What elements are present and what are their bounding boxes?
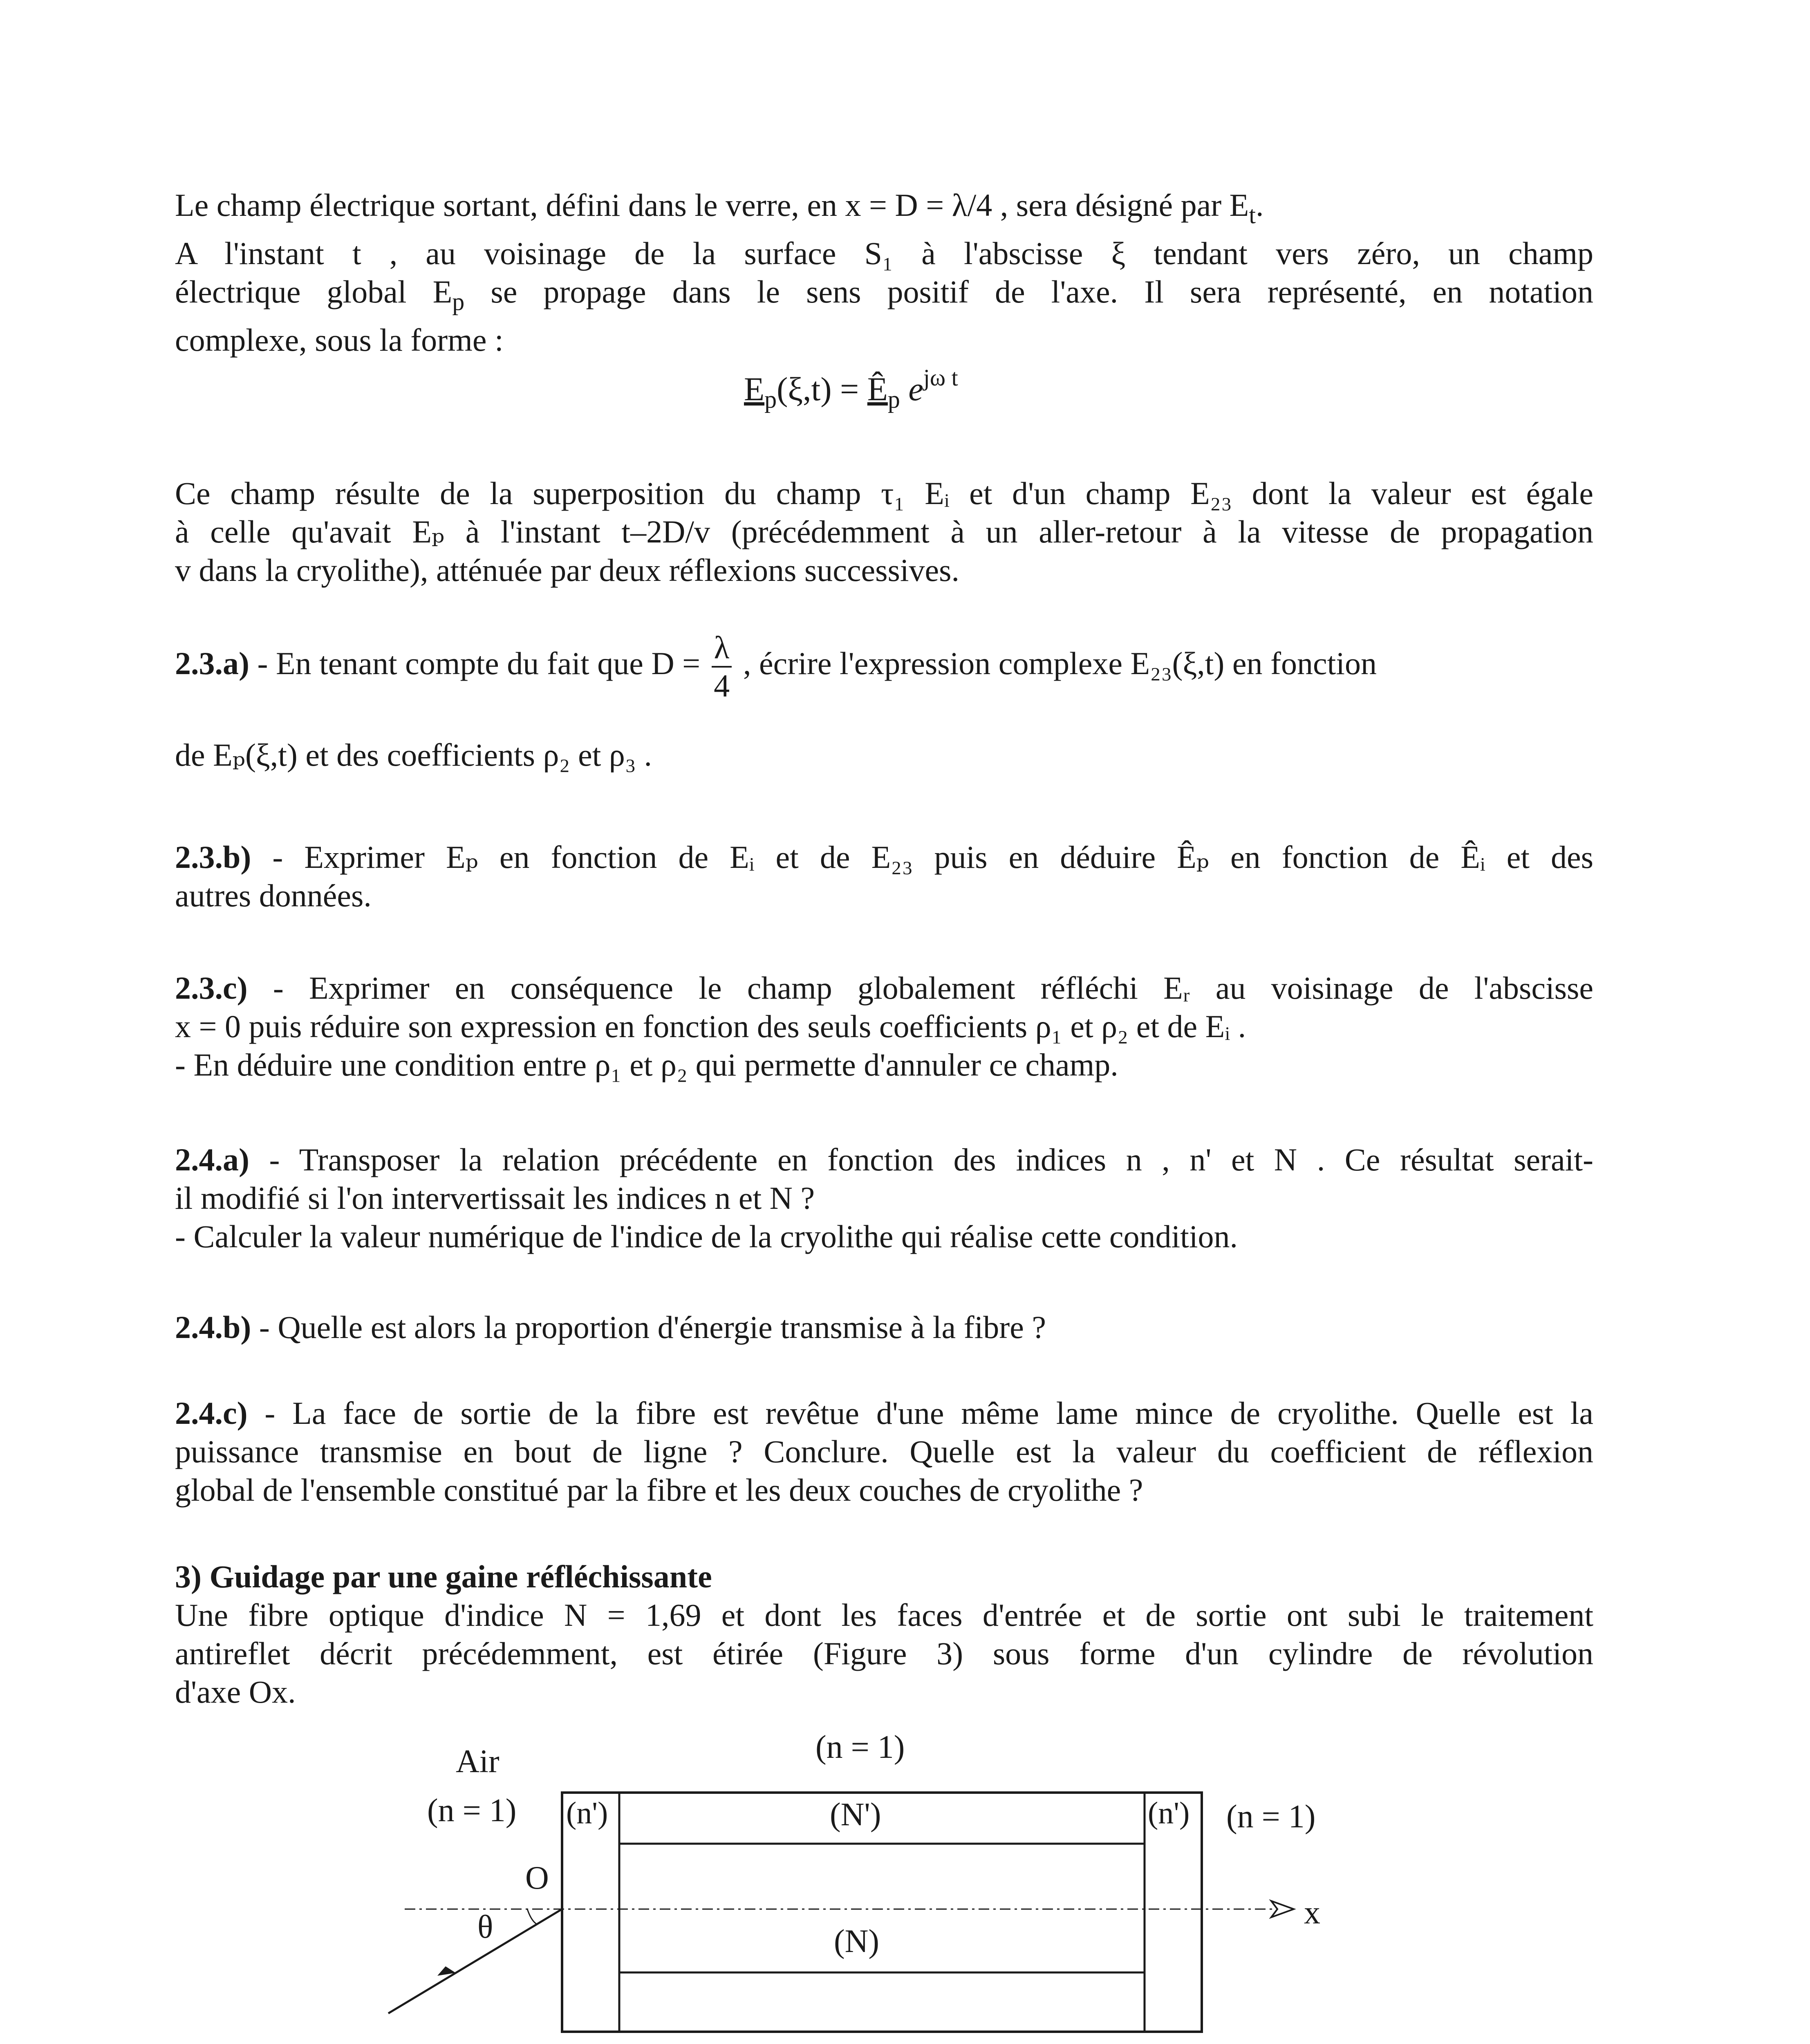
q24b-line-1: 2.4.b) - Quelle est alors la proportion d'énergie transmise à la fibre ? [175, 1309, 1046, 1345]
label-nprime-right: (n') [1148, 1796, 1190, 1830]
q24a-line-3: - Calculer la valeur numérique de l'indice de la cryolithe qui réalise cette condition. [175, 1219, 1238, 1254]
incident-ray [388, 1909, 562, 2013]
q24c-line-3: global de l'ensemble constitué par la fibre et les deux couches de cryolithe ? [175, 1472, 1143, 1508]
fiber-outer-rect [562, 1793, 1202, 2032]
intro-line-4: complexe, sous la forme : [175, 322, 504, 358]
label-n-right: (n = 1) [1226, 1799, 1316, 1835]
label-n-top: (n = 1) [815, 1729, 905, 1765]
q23c-line-2: x = 0 puis réduire son expression en fonction des seuls coefficients ρ₁ et ρ₂ et de Eᵢ . [175, 1009, 1246, 1044]
formula-ep: $E_p(\xi,t)$ = $Ê_p$ $e^{j\omega t}$ [744, 364, 958, 413]
q24a-line-1: 2.4.a) - Transposer la relation précédente en fonction des indices n , n' et N . Ce résultat serait- [175, 1142, 1593, 1177]
label-Nprime: (N') [830, 1797, 881, 1833]
label-theta: θ [477, 1909, 493, 1945]
section3-line-3: d'axe Ox. [175, 1674, 296, 1710]
q23c-line-3: - En déduire une condition entre ρ₁ et ρ₂ qui permette d'annuler ce champ. [175, 1047, 1118, 1083]
x-axis-arrowhead [1271, 1901, 1294, 1917]
label-N: (N) [834, 1923, 880, 1959]
fraction-lambda-over-4: $\frac{\lambda}{4}$ [712, 632, 732, 702]
intro-line-1: Le champ électrique sortant, défini dans le verre, en x = D = λ/4 , sera désigné par $E_t$. [175, 187, 1264, 229]
q23b-line-1: 2.3.b) - Exprimer Eₚ en fonction de Eᵢ et de E₂₃ puis en déduire Êₚ en fonction de Êᵢ et des [175, 839, 1593, 875]
q23a-line-1: 2.3.a) - En tenant compte du fait que D = $\frac{\lambda}{4}$ , écrire l'expression complexe E₂₃(ξ,t) en fonction [175, 630, 1377, 704]
q23b-line-2: autres données. [175, 878, 372, 913]
q24c-line-1: 2.4.c) - La face de sortie de la fibre est revêtue d'une même lame mince de cryolithe. Quelle est la [175, 1395, 1593, 1431]
para2-line-3: v dans la cryolithe), atténuée par deux réflexions successives. [175, 552, 959, 588]
section-3-title: 3) Guidage par une gaine réfléchissante [175, 1559, 712, 1594]
section3-line-2: antireflet décrit précédemment, est étirée (Figure 3) sous forme d'un cylindre de révolution [175, 1636, 1593, 1671]
q23c-line-1: 2.3.c) - Exprimer en conséquence le champ globalement réfléchi Eᵣ au voisinage de l'abscisse [175, 970, 1593, 1006]
label-air: Air [456, 1744, 500, 1780]
label-nprime-left: (n') [566, 1796, 608, 1830]
para2-line-1: Ce champ résulte de la superposition du champ τ₁ Eᵢ et d'un champ E₂₃ dont la valeur est égale [175, 475, 1593, 511]
label-x-axis: x [1304, 1895, 1320, 1931]
label-origin-O: O [525, 1860, 549, 1896]
theta-arc [527, 1909, 538, 1925]
intro-line-2: A l'instant t , au voisinage de la surface S₁ à l'abscisse ξ tendant vers zéro, un champ [175, 235, 1593, 271]
section3-line-1: Une fibre optique d'indice N = 1,69 et dont les faces d'entrée et de sortie ont subi le traitement [175, 1597, 1593, 1633]
label-n-left: (n = 1) [427, 1793, 517, 1829]
q24a-line-2: il modifié si l'on intervertissait les indices n et N ? [175, 1180, 815, 1216]
q24c-line-2: puissance transmise en bout de ligne ? Conclure. Quelle est la valeur du coefficient de réflexion [175, 1434, 1593, 1469]
q23a-line-2: de Eₚ(ξ,t) et des coefficients ρ₂ et ρ₃ . [175, 737, 652, 773]
intro-line-3: électrique global $E_p$ se propage dans le sens positif de l'axe. Il sera représenté, en notation [175, 274, 1593, 315]
para2-line-2: à celle qu'avait Eₚ à l'instant t–2D/v (précédemment à un aller-retour à la vitesse de propagation [175, 514, 1593, 549]
